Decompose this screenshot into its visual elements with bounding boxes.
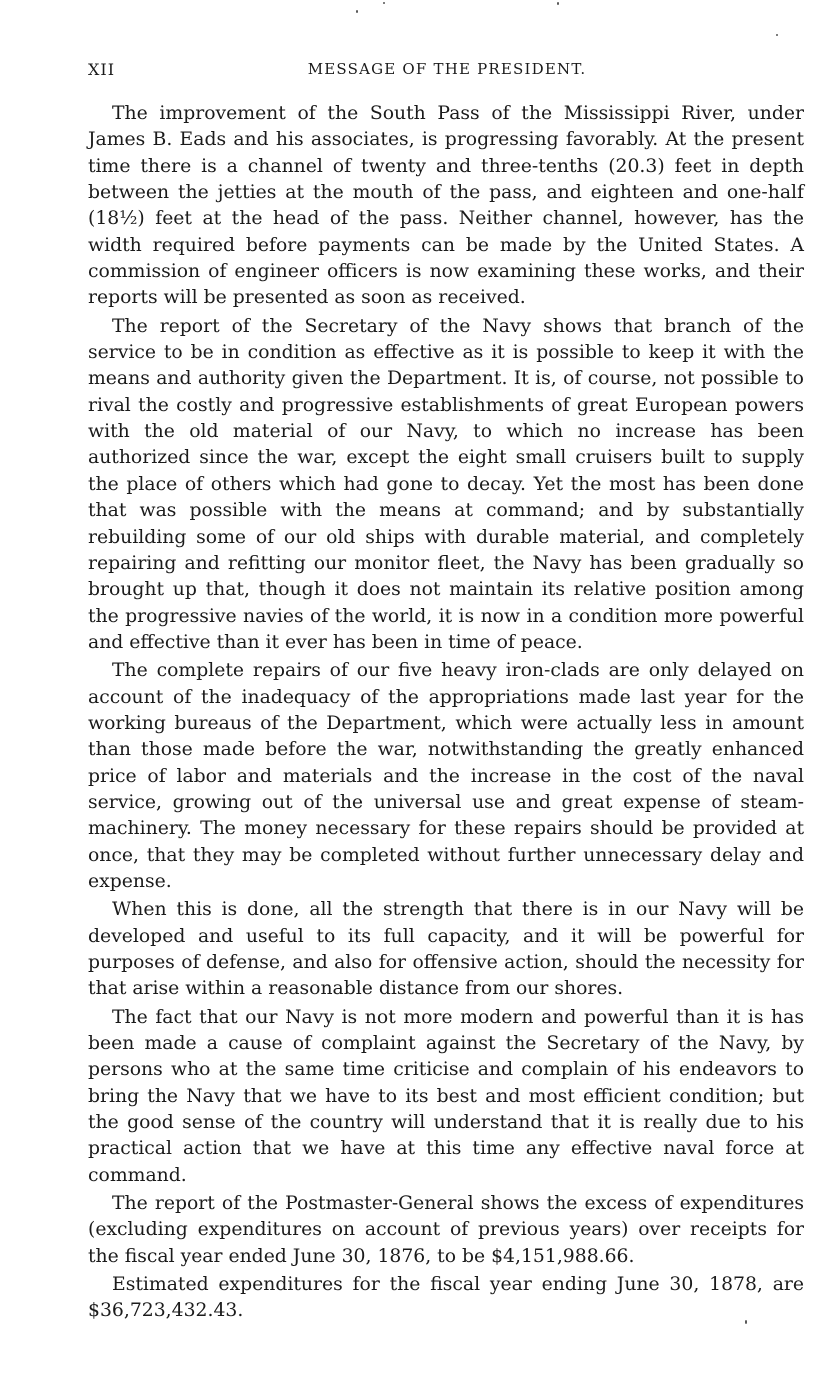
running-title: MESSAGE OF THE PRESIDENT. [307, 60, 587, 78]
paragraph-postmaster-report: The report of the Postmaster-General shows the excess of expenditures (excluding expenditures on account of previous years) over receipts for the fiscal year ended June 30, 1876, to be $4,151,988.66. [88, 1193, 804, 1267]
page-number: XII [88, 60, 116, 79]
scan-speck [557, 2, 559, 5]
paragraph-estimated-expenditures: Estimated expenditures for the fiscal year ending June 30, 1878, are $36,723,432.43. [88, 1274, 804, 1322]
paragraph-navy-report: The report of the Secretary of the Navy shows that branch of the service to be in condition as effective as it is possible to keep it with the means and authority given the Department. It is, of course, not possible to rival the costly and progressive establishments of great European powers with the old material of our Navy, to which no increase has been authorized since the war, except the eight small cruisers built to supply the place of others which had gone to decay. Yet the most has been done that was possible with the means at command; and by substantially rebuilding some of our old ships with durable material, and completely repairing and refitting our monitor fleet, the Navy has been gradually so brought up that, though it does not maintain its relative position among the progressive navies of the world, it is now in a condition more powerful and effective than it ever has been in time of peace. [88, 315, 804, 653]
scan-speck [745, 1320, 747, 1324]
paragraph-south-pass: The improvement of the South Pass of the Mississippi River, under James B. Eads and his associates, is progressing favorably. At the present time there is a channel of twenty and three-tenths (20.3) feet in depth between the jetties at the mouth of the pass, and eighteen and one-half (18½) feet at the head of the pass. Neither channel, however, has the width required before payments can be made by the United States. A commission of engineer officers is now examining these works, and their reports will be presented as soon as received. [88, 103, 804, 309]
scan-speck [356, 10, 358, 13]
paragraph-navy-strength: When this is done, all the strength that there is in our Navy will be developed and useful to its full capacity, and it will be powerful for purposes of defense, and also for offensive action, should the necessity for that arise within a reasonable distance from our shores. [88, 899, 804, 1000]
body-text [88, 101, 804, 1325]
paragraph-navy-complaint: The fact that our Navy is not more modern and powerful than it is has been made a cause of complaint against the Secretary of the Navy, by persons who at the same time criticise and complain of his endeavors to bring the Navy that we have to its best and most efficient condition; but the good sense of the country will understand that it is really due to his practical action that we have at this time any effective naval force at command. [88, 1006, 804, 1186]
page-header [88, 60, 806, 86]
scan-speck [383, 2, 385, 4]
scan-speck [776, 34, 778, 36]
paragraph-ironclad-repairs: The complete repairs of our five heavy iron-clads are only delayed on account of the inadequacy of the appropriations made last year for the working bureaus of the Department, which were actually less in amount than those made before the war, notwithstanding the greatly enhanced price of labor and materials and the increase in the cost of the naval service, growing out of the universal use and great expense of steam-machinery. The money necessary for these repairs should be provided at once, that they may be completed without further unnecessary delay and expense. [88, 660, 804, 892]
